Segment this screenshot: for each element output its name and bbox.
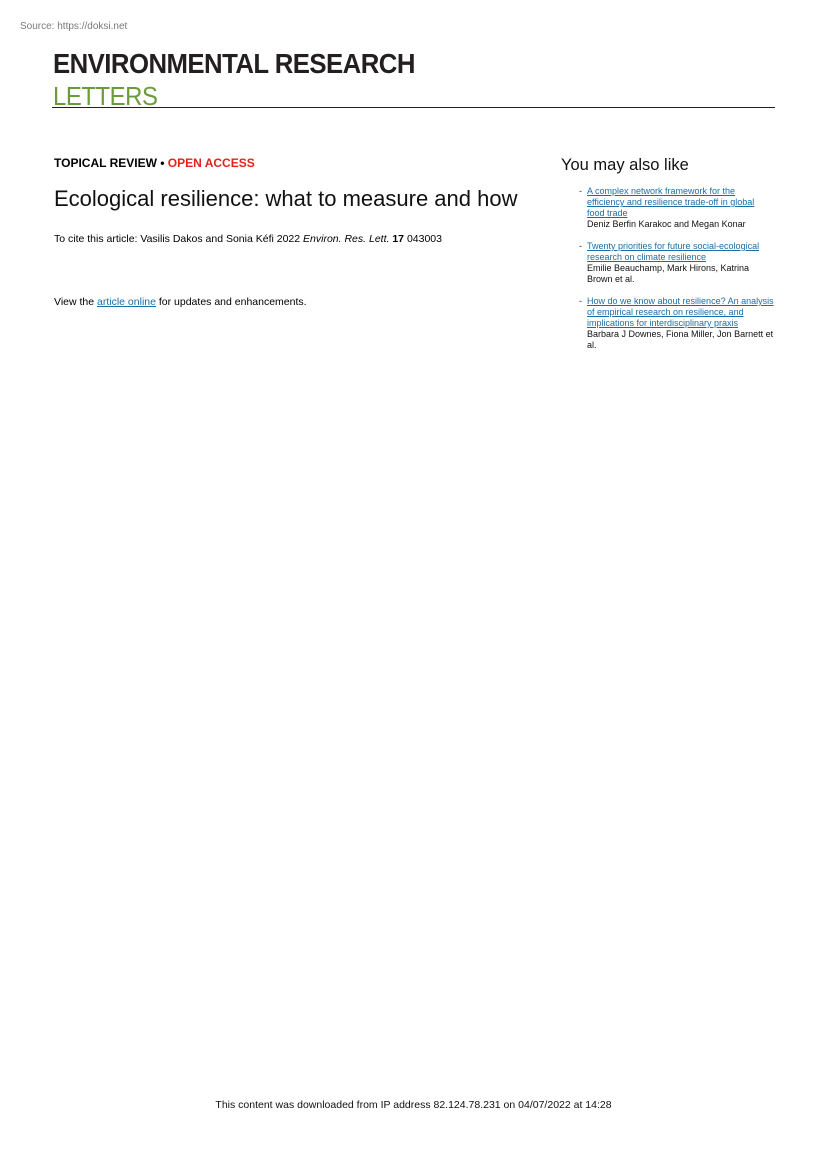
- view-suffix: for updates and enhancements.: [155, 296, 307, 308]
- related-articles-list: [579, 186, 774, 362]
- article-online-link[interactable]: article online: [97, 296, 156, 308]
- related-article-link[interactable]: How do we know about resilience? An analysis of empirical research on resilience, and implications for interdisciplinary praxis: [587, 296, 774, 328]
- citation-article-number: 043003: [406, 233, 442, 245]
- list-dash: -: [579, 186, 582, 196]
- related-article: [579, 186, 774, 230]
- citation-prefix: To cite this article: Vasilis Dakos and Sonia Kéfi 2022: [54, 233, 304, 245]
- article-kicker: [54, 156, 255, 170]
- related-article-link[interactable]: A complex network framework for the efficiency and resilience trade-off in global food trade: [587, 186, 755, 218]
- related-article-authors: Emilie Beauchamp, Mark Hirons, Katrina Brown et al.: [587, 263, 750, 284]
- related-article-authors: Barbara J Downes, Fiona Miller, Jon Barnett et al.: [587, 329, 774, 350]
- kicker-separator: •: [160, 156, 165, 170]
- related-article-link[interactable]: Twenty priorities for future social-ecological research on climate resilience: [587, 241, 760, 262]
- related-article-authors: Deniz Berfin Karakoc and Megan Konar: [587, 219, 746, 229]
- citation-line: [54, 233, 442, 245]
- open-access-badge: OPEN ACCESS: [167, 156, 255, 170]
- download-footer: This content was downloaded from IP address 82.124.78.231 on 04/07/2022 at 14:28: [215, 1099, 612, 1111]
- source-note: Source: https://doksi.net: [20, 21, 128, 32]
- journal-logo-bottom: LETTERS: [53, 81, 158, 111]
- citation-journal: Environ. Res. Lett.: [303, 233, 390, 245]
- citation-volume: 17: [392, 233, 405, 245]
- journal-logo-top: ENVIRONMENTAL RESEARCH: [53, 48, 415, 79]
- related-article: [579, 296, 774, 351]
- list-dash: -: [579, 241, 582, 251]
- view-prefix: View the: [54, 296, 97, 308]
- header-rule: [52, 107, 775, 108]
- list-dash: -: [579, 296, 582, 306]
- also-like-heading: You may also like: [561, 156, 689, 174]
- article-type: TOPICAL REVIEW: [54, 156, 157, 170]
- related-article: [579, 241, 774, 285]
- article-title: Ecological resilience: what to measure and how: [54, 186, 518, 211]
- view-online-line: [54, 296, 307, 308]
